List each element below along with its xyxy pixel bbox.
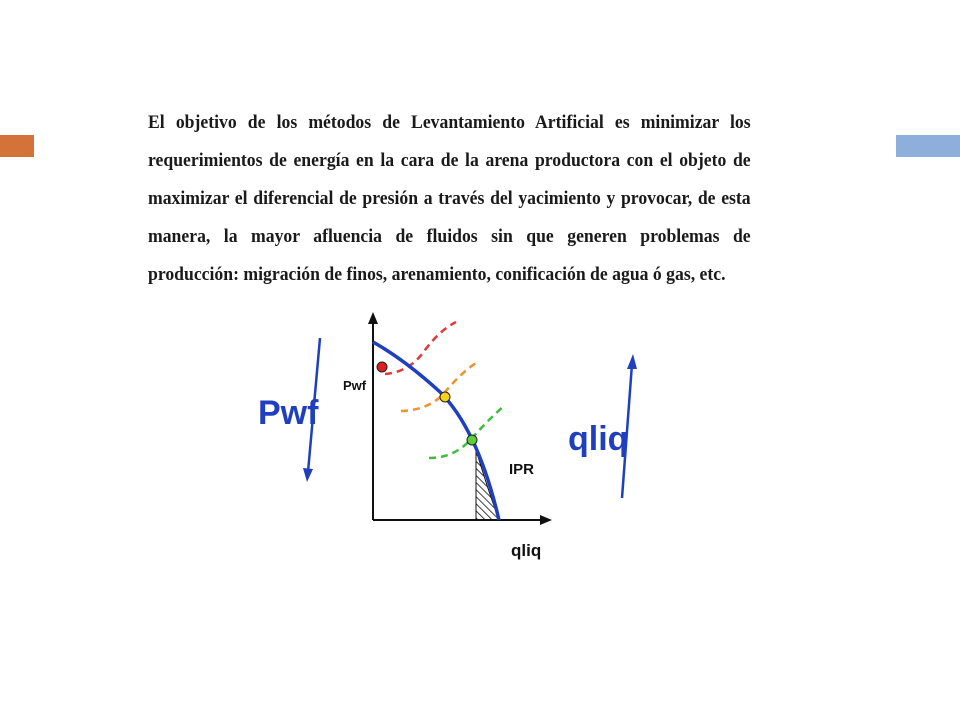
ipr-curve-label: IPR xyxy=(509,461,535,478)
slide-paragraph: El objetivo de los métodos de Levantamiento Artificial es minimizar los requerimientos de energía en la cara de la arena productora con el objeto de maximizar el diferencial de presión a través del yacimiento y provocar, de esta manera, la mayor afluencia de fluidos sin que generen problemas de producción: migración de finos, arenamiento, conificación de agua ó gas, etc. xyxy=(148,112,751,285)
qliq-increase-arrowhead xyxy=(627,354,637,369)
operating-point-green xyxy=(467,435,477,445)
qliq-arrow-label: qliq xyxy=(568,420,629,458)
x-axis-arrowhead xyxy=(540,515,552,525)
operating-point-red xyxy=(377,362,387,372)
operating-point-yellow xyxy=(440,392,450,402)
outflow-curve-red xyxy=(385,322,456,374)
y-axis-label-text: Pwf xyxy=(343,378,367,393)
pwf-decrease-arrowhead xyxy=(303,468,313,482)
x-axis-label: qliq xyxy=(511,541,542,560)
y-axis-arrowhead xyxy=(368,312,378,324)
pwf-arrow-label: Pwf xyxy=(258,394,319,432)
